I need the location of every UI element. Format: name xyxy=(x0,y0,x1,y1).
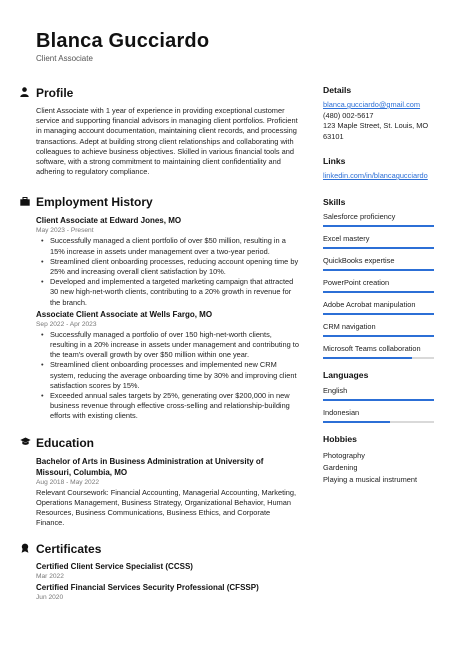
links-heading: Links xyxy=(323,156,346,166)
hobby-item: Playing a musical instrument xyxy=(323,474,418,484)
skill-item-level-bar xyxy=(323,357,434,359)
main-column xyxy=(20,84,300,603)
certificate-name: Certified Client Service Specialist (CCSS) xyxy=(36,562,193,572)
skill-item-level-bar xyxy=(323,335,434,337)
skill-item-label: Adobe Acrobat manipulation xyxy=(323,299,416,309)
graduation-cap-icon xyxy=(20,437,36,448)
profile-heading: Profile xyxy=(36,86,74,100)
employment-heading: Employment History xyxy=(36,195,153,210)
phone-number: (480) 002-5617 xyxy=(323,110,374,120)
skill-item-level-fill xyxy=(323,269,434,271)
certificate-name: Certified Financial Services Security Professional (CFSSP) xyxy=(36,583,259,593)
links-section xyxy=(323,155,443,182)
languages-heading: Languages xyxy=(323,369,369,380)
address: 123 Maple Street, St. Louis, MO 63101 xyxy=(323,121,429,141)
skill-item-level-fill xyxy=(323,335,434,337)
details-section xyxy=(323,84,443,142)
profile-section xyxy=(20,84,300,177)
employment-section xyxy=(20,193,300,421)
languages-list xyxy=(323,386,443,423)
education-heading: Education xyxy=(36,435,95,450)
bullet-item: • Successfully managed a portfolio of over 150 high-net-worth clients, resulting in a 20% increase in assets under management and contributing to the team's overall growth by over $50 million within one year. xyxy=(36,330,300,361)
bullet-item: • Exceeded annual sales targets by 25%, generating over $200,000 in new business revenue through effective cross-selling and relationship-building efforts with existing clients. xyxy=(36,391,300,422)
job-entry xyxy=(36,309,300,422)
bullet-item: • Streamlined client onboarding processes, reducing account opening time by 25% and increasing overall client satisfaction by 10%. xyxy=(36,257,300,277)
language-item-level-bar xyxy=(323,399,434,401)
language-item-level-bar xyxy=(323,421,434,423)
profile-text: Client Associate with 1 year of experience in providing exceptional customer service and supporting financial advisors in managing client portfolios. Proficient in managing account documentation, maintaining client records, and processing transactions. Adept at building strong client relationships and collaborating with colleagues to achieve business objectives. Skilled in various financial tools and software, with a strong commitment to maintaining client confidentiality and adhering to regulatory compliance. xyxy=(36,106,298,177)
briefcase-icon xyxy=(20,197,36,208)
skill-item xyxy=(323,300,443,315)
job-dates: May 2023 - Present xyxy=(36,227,94,235)
hobby-item: Photography xyxy=(323,450,365,460)
job-dates: Sep 2022 - Apr 2023 xyxy=(36,320,97,328)
job-title: Client Associate at Edward Jones, MO xyxy=(36,216,182,226)
hobbies-heading: Hobbies xyxy=(323,433,357,444)
job-bullets xyxy=(36,330,300,422)
education-text: Relevant Coursework: Financial Accounting, Managerial Accounting, Marketing, Operations Management, Business Strategy, Organizational Behavior, Human Resources, Business Communications, Business Ethics, and Corporate Finance. xyxy=(36,487,297,528)
language-item xyxy=(323,386,443,401)
education-section xyxy=(20,434,300,529)
language-item-level-fill xyxy=(323,421,390,423)
skill-item-level-fill xyxy=(323,225,434,227)
skill-item-level-bar xyxy=(323,247,434,249)
skill-item-level-fill xyxy=(323,291,434,293)
language-item-label: Indonesian xyxy=(323,407,360,417)
skill-item xyxy=(323,212,443,227)
skills-section xyxy=(323,196,443,359)
skill-item-label: Salesforce proficiency xyxy=(323,211,396,221)
details-heading: Details xyxy=(323,85,352,95)
skills-heading: Skills xyxy=(323,196,346,207)
education-dates: Aug 2018 - May 2022 xyxy=(36,478,100,486)
certificate-icon xyxy=(20,543,36,555)
skill-item-label: CRM navigation xyxy=(323,321,376,331)
resume-header xyxy=(36,30,209,63)
skill-item-label: PowerPoint creation xyxy=(323,277,390,287)
skill-item xyxy=(323,278,443,293)
candidate-name: Blanca Gucciardo xyxy=(36,30,210,52)
skill-item-level-bar xyxy=(323,269,434,271)
languages-section xyxy=(323,369,443,423)
degree-title: Bachelor of Arts in Business Administration at University of Missouri, Columbia, MO xyxy=(36,456,264,477)
hobby-item: Gardening xyxy=(323,462,358,472)
skill-item-level-bar xyxy=(323,225,434,227)
skill-item-level-fill xyxy=(323,313,434,315)
skill-item-level-fill xyxy=(323,357,412,359)
sidebar xyxy=(323,84,443,486)
bullet-item: • Streamlined client onboarding processes and implemented new CRM system, reducing the average onboarding time by 30% and improving client satisfaction scores by 15%. xyxy=(36,360,300,391)
skill-item-level-fill xyxy=(323,247,434,249)
language-item-level-fill xyxy=(323,399,434,401)
bullet-item: • Successfully managed a client portfolio of over $50 million, resulting in a 15% increase in assets under management over a two-year period. xyxy=(36,236,300,256)
job-bullets xyxy=(36,236,300,307)
skill-item-level-bar xyxy=(323,291,434,293)
candidate-title: Client Associate xyxy=(36,54,93,63)
skills-list xyxy=(323,212,443,359)
skill-item xyxy=(323,256,443,271)
job-entry xyxy=(36,215,300,307)
certificates-section xyxy=(20,540,300,603)
linkedin-link[interactable]: linkedin.com/in/blancagucciardo xyxy=(323,171,428,180)
person-icon xyxy=(20,87,36,99)
skill-item xyxy=(323,322,443,337)
bullet-item: • Developed and implemented a targeted marketing campaign that attracted 30 new high-net-worth clients, contributing to a 20% growth in revenue for the branch. xyxy=(36,277,300,308)
email-link[interactable]: blanca.gucciardo@gmail.com xyxy=(323,100,421,109)
skill-item-label: Microsoft Teams collaboration xyxy=(323,343,421,353)
language-item-label: English xyxy=(323,385,348,395)
skill-item xyxy=(323,234,443,249)
skill-item xyxy=(323,344,443,359)
job-title: Associate Client Associate at Wells Fargo, MO xyxy=(36,309,213,319)
skill-item-label: QuickBooks expertise xyxy=(323,255,395,265)
certificate-date: Mar 2022 xyxy=(36,573,64,581)
language-item xyxy=(323,408,443,423)
certificates-heading: Certificates xyxy=(36,542,102,557)
certificate-date: Jun 2020 xyxy=(36,594,64,602)
hobbies-section xyxy=(323,433,443,486)
skill-item-level-bar xyxy=(323,313,434,315)
skill-item-label: Excel mastery xyxy=(323,233,370,243)
